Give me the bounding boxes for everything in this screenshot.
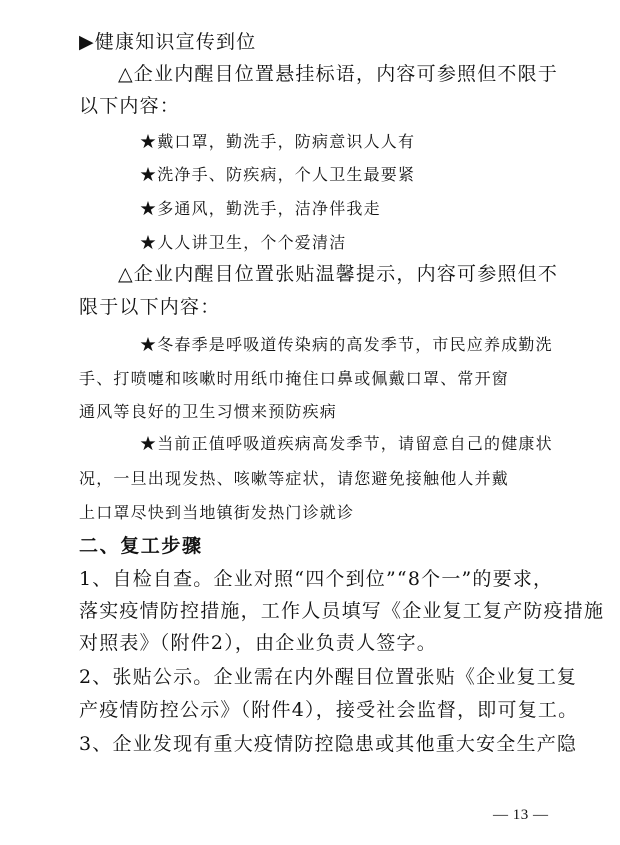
step-1-line-2: 落实疫情防控措施，工作人员填写《企业复工复产防疫措施 (79, 600, 605, 622)
tip-item-1-line-1: ★冬春季是呼吸道传染病的高发季节，市民应养成勤洗 (140, 335, 553, 354)
tip-item-2-line-3: 上口罩尽快到当地镇街发热门诊就诊 (79, 503, 355, 522)
slogan-item-3: ★多通风，勤洗手，洁净伴我走 (140, 199, 381, 218)
tip-item-2-line-1: ★当前正值呼吸道疾病高发季节，请留意自己的健康状 (140, 434, 553, 453)
step-2-line-2: 产疫情防控公示》（附件4），接受社会监督，即可复工。 (79, 699, 579, 721)
tip-item-1-line-3: 通风等良好的卫生习惯来预防疾病 (79, 402, 338, 421)
paragraph-line-2: 以下内容： (79, 95, 181, 117)
step-3-line-1: 3、企业发现有重大疫情防控隐患或其他重大安全生产隐 (79, 733, 578, 755)
tip-item-1-line-2: 手、打喷嚏和咳嗽时用纸巾掩住口鼻或佩戴口罩、常开窗 (79, 369, 510, 388)
slogan-item-4: ★人人讲卫生，个个爱清洁 (140, 233, 347, 252)
tip-item-2-line-2: 况，一旦出现发热、咳嗽等症状，请您避免接触他人并戴 (79, 469, 510, 488)
paragraph-line-1: △企业内醒目位置悬挂标语，内容可参照但不限于 (118, 63, 559, 85)
page-number: — 13 — (493, 807, 549, 823)
section-heading-resumption-steps: 二、复工步骤 (79, 535, 203, 557)
step-1-line-3: 对照表》（附件2），由企业负责人签字。 (79, 632, 437, 654)
slogan-item-2: ★洗净手、防疾病，个人卫生最要紧 (140, 165, 416, 184)
section-title-health-publicity: ▶健康知识宣传到位 (79, 31, 257, 53)
paragraph-line-4: 限于以下内容： (79, 296, 221, 318)
slogan-item-1: ★戴口罩，勤洗手，防病意识人人有 (140, 132, 416, 151)
step-2-line-1: 2、张贴公示。企业需在内外醒目位置张贴《企业复工复 (79, 666, 578, 688)
paragraph-line-3: △企业内醒目位置张贴温馨提示，内容可参照但不 (118, 263, 559, 285)
step-1-line-1: 1、自检自查。企业对照“四个到位”“8个一”的要求， (79, 568, 554, 590)
